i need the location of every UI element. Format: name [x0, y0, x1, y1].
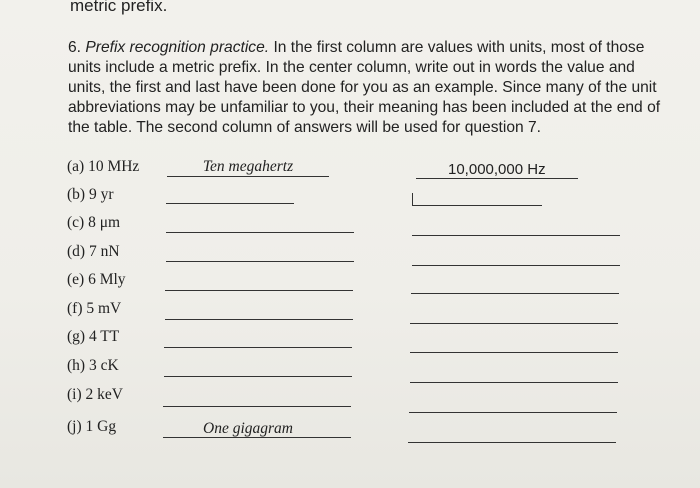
table-row [0, 214, 700, 242]
answer-line-value[interactable] [409, 412, 617, 413]
table-row [0, 328, 700, 356]
row-label: (f) 5 mV [67, 300, 122, 317]
row-label: (a) 10 MHz [67, 158, 140, 175]
answer-line-value[interactable] [410, 323, 618, 324]
table-row [0, 300, 700, 328]
question-number: 6. [68, 39, 82, 56]
row-label: (c) 8 μm [67, 214, 121, 231]
answer-line-value[interactable] [412, 235, 620, 236]
table-row [0, 158, 700, 186]
table-row [0, 418, 700, 446]
row-label: (h) 3 cK [67, 357, 119, 374]
answer-line-words[interactable] [163, 406, 351, 407]
table-row [0, 271, 700, 299]
answer-line-words[interactable] [166, 261, 354, 262]
answer-line-value[interactable] [412, 205, 542, 206]
answer-line-words[interactable] [167, 176, 329, 177]
answer-line-value[interactable] [410, 382, 618, 383]
question-intro [68, 38, 668, 138]
row-label: (d) 7 nN [67, 243, 120, 260]
table-row [0, 186, 700, 214]
answer-line-value[interactable] [408, 442, 616, 443]
text-cursor [412, 193, 413, 205]
answer-line-value[interactable] [411, 293, 619, 294]
table-row [0, 357, 700, 385]
answer-line-words[interactable] [166, 203, 294, 204]
answer-value: 10,000,000 Hz [448, 161, 546, 178]
answer-words: One gigagram [203, 420, 293, 437]
row-label: (b) 9 yr [67, 186, 114, 203]
answer-line-words[interactable] [165, 290, 353, 291]
answer-line-value[interactable] [410, 352, 618, 353]
row-label: (i) 2 keV [67, 386, 123, 403]
table-row [0, 386, 700, 414]
table-row [0, 243, 700, 271]
row-label: (e) 6 Mly [67, 271, 126, 288]
answer-line-words[interactable] [164, 347, 352, 348]
row-label: (j) 1 Gg [67, 418, 117, 435]
row-label: (g) 4 TT [67, 328, 120, 345]
answer-line-words[interactable] [164, 376, 352, 377]
section-heading: metric prefix. [70, 0, 168, 15]
answer-line-value[interactable] [416, 178, 578, 179]
answer-line-words[interactable] [166, 232, 354, 233]
answer-line-words[interactable] [165, 319, 353, 320]
answer-line-value[interactable] [412, 265, 620, 266]
question-title: Prefix recognition practice. [85, 39, 270, 56]
question-body: In the first column are values with units, most of those units include a metric prefix. In the center column, write out in words the value and units, the first and last have been done for you as an example. Since many of the unit abbreviations may be unfamiliar to you, their meaning has been included at the end of the table. The second column of answers will be used for question 7. [68, 39, 661, 136]
answer-words: Ten megahertz [202, 158, 294, 175]
